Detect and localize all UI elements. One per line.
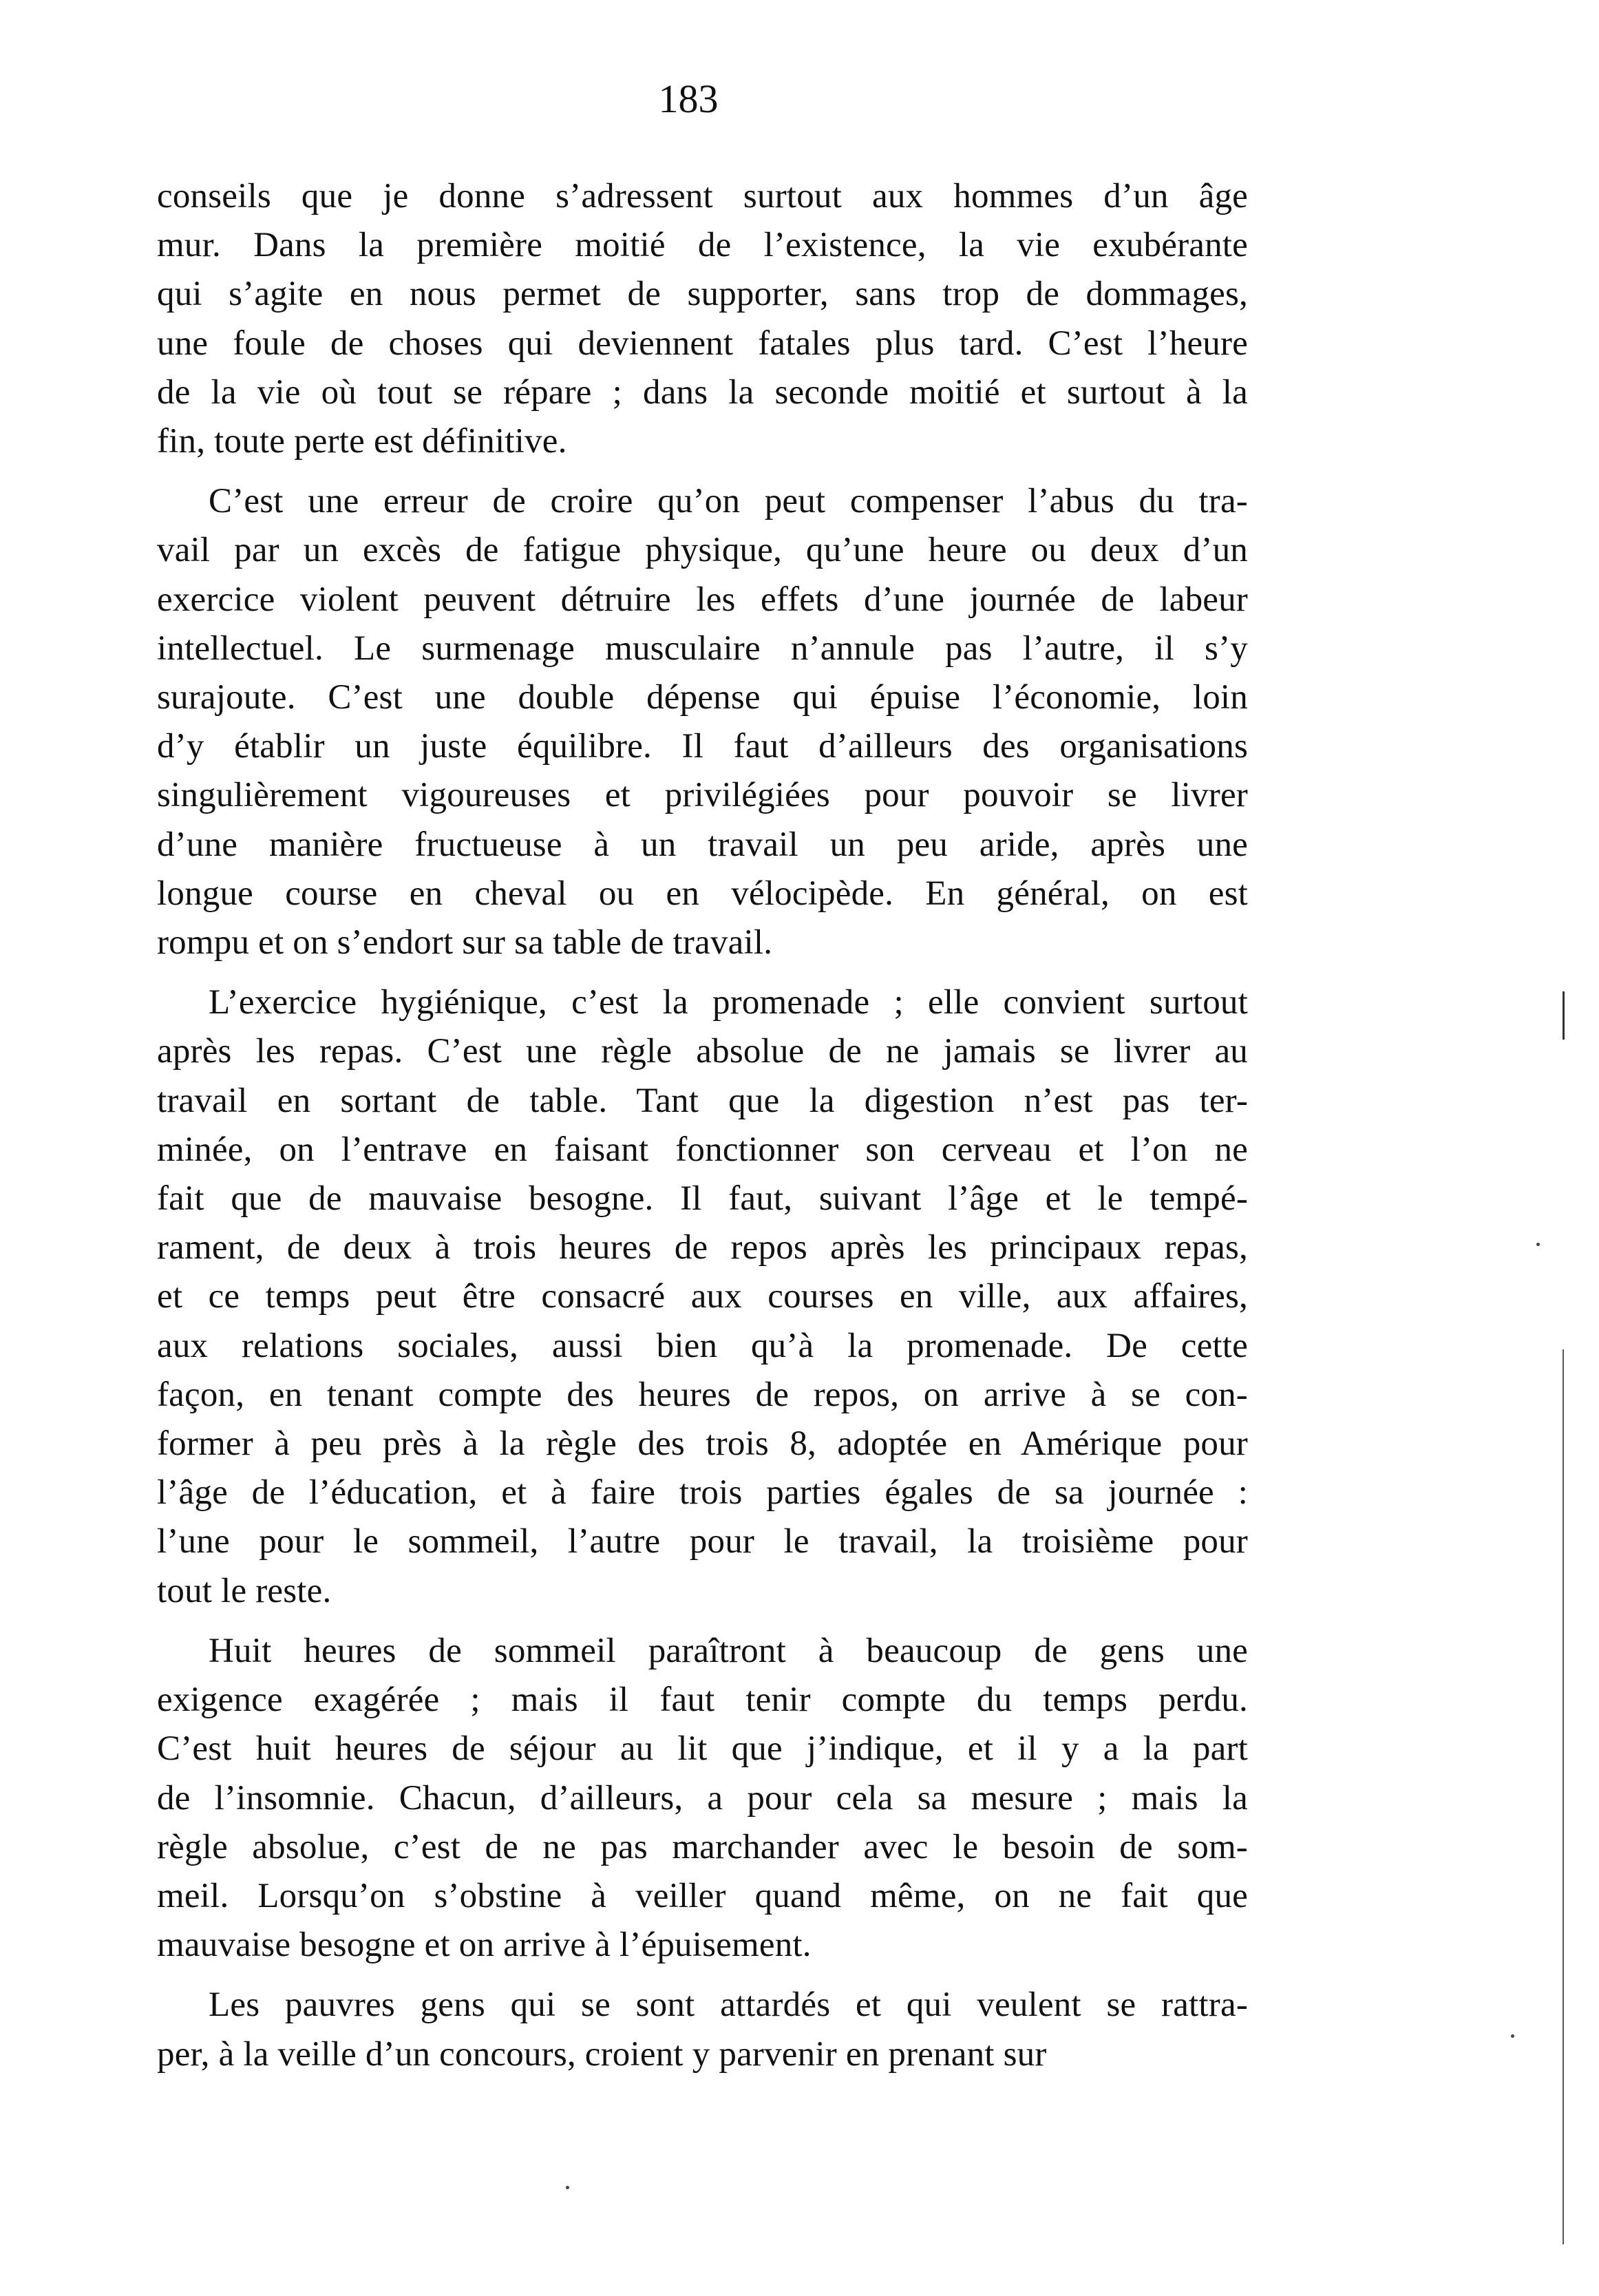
paragraph (157, 172, 1248, 466)
text-line: C’est une erreur de croire qu’on peut compenser l’abus du tra- (209, 482, 1248, 521)
text-line: rompu et on s’endort sur sa table de travail. (157, 923, 773, 962)
text-line: tout le reste. (157, 1571, 332, 1610)
text-line: Huit heures de sommeil paraîtront à beaucoup de gens une (209, 1631, 1248, 1670)
scan-speck (566, 2186, 569, 2189)
scan-edge-mark (1563, 1349, 1564, 2244)
text-line: aux relations sociales, aussi bien qu’à la promenade. De cette (157, 1326, 1248, 1365)
text-line: règle absolue, c’est de ne pas marchander avec le besoin de som- (157, 1827, 1248, 1866)
text-line: mur. Dans la première moitié de l’existence, la vie exubérante (157, 226, 1248, 265)
text-line: singulièrement vigoureuses et privilégiées pour pouvoir se livrer (157, 776, 1248, 815)
text-line: surajoute. C’est une double dépense qui épuise l’économie, loin (157, 678, 1248, 717)
text-line: l’une pour le sommeil, l’autre pour le travail, la troisième pour (157, 1522, 1248, 1561)
paragraph (157, 1981, 1248, 2078)
text-line: longue course en cheval ou en vélocipède. En général, on est (157, 874, 1248, 913)
text-line: de l’insomnie. Chacun, d’ailleurs, a pour cela sa mesure ; mais la (157, 1778, 1248, 1818)
text-line: rament, de deux à trois heures de repos après les principaux repas, (157, 1228, 1248, 1267)
text-line: fin, toute perte est définitive. (157, 422, 567, 461)
text-line: exercice violent peuvent détruire les effets d’une journée de labeur (157, 580, 1248, 619)
page-body-text (157, 172, 1248, 2079)
text-line: et ce temps peut être consacré aux courses en ville, aux affaires, (157, 1277, 1248, 1316)
text-line: L’exercice hygiénique, c’est la promenade ; elle convient surtout (209, 983, 1248, 1022)
paragraph (157, 1627, 1248, 1970)
text-line: per, à la veille d’un concours, croient y parvenir en prenant sur (157, 2034, 1047, 2074)
text-line: fait que de mauvaise besogne. Il faut, suivant l’âge et le tempé- (157, 1179, 1248, 1219)
text-line: façon, en tenant compte des heures de repos, on arrive à se con- (157, 1375, 1248, 1414)
text-line: former à peu près à la règle des trois 8, adoptée en Amérique pour (157, 1424, 1248, 1464)
text-line: minée, on l’entrave en faisant fonctionner son cerveau et l’on ne (157, 1130, 1248, 1169)
text-line: mauvaise besogne et on arrive à l’épuisement. (157, 1926, 812, 1965)
text-line: qui s’agite en nous permet de supporter, sans trop de dommages, (157, 275, 1248, 314)
text-line: C’est huit heures de séjour au lit que j’indique, et il y a la part (157, 1729, 1248, 1769)
text-line: travail en sortant de table. Tant que la digestion n’est pas ter- (157, 1081, 1248, 1120)
text-line: exigence exagérée ; mais il faut tenir compte du temps perdu. (157, 1681, 1248, 1720)
page-number: 183 (658, 76, 719, 121)
scan-speck (1511, 2034, 1514, 2038)
text-line: d’y établir un juste équilibre. Il faut d’ailleurs des organisations (157, 727, 1248, 766)
text-line: conseils que je donne s’adressent surtout aux hommes d’un âge (157, 177, 1248, 215)
scan-speck (1536, 1243, 1540, 1246)
text-line: après les repas. C’est une règle absolue de ne jamais se livrer au (157, 1032, 1248, 1071)
text-line: intellectuel. Le surmenage musculaire n’annule pas l’autre, il s’y (157, 629, 1248, 668)
text-line: d’une manière fructueuse à un travail un peu aride, après une (157, 825, 1248, 864)
paragraph (157, 477, 1248, 967)
text-line: vail par un excès de fatigue physique, qu’une heure ou deux d’un (157, 531, 1248, 570)
text-line: une foule de choses qui deviennent fatales plus tard. C’est l’heure (157, 324, 1248, 363)
scan-edge-mark (1563, 991, 1565, 1040)
text-line: meil. Lorsqu’on s’obstine à veiller quand même, on ne fait que (157, 1876, 1248, 1915)
paragraph (157, 978, 1248, 1616)
text-line: de la vie où tout se répare ; dans la seconde moitié et surtout à la (157, 372, 1248, 412)
text-line: l’âge de l’éducation, et à faire trois parties égales de sa journée : (157, 1473, 1248, 1513)
text-line: Les pauvres gens qui se sont attardés et qui veulent se rattra- (209, 1986, 1248, 2025)
